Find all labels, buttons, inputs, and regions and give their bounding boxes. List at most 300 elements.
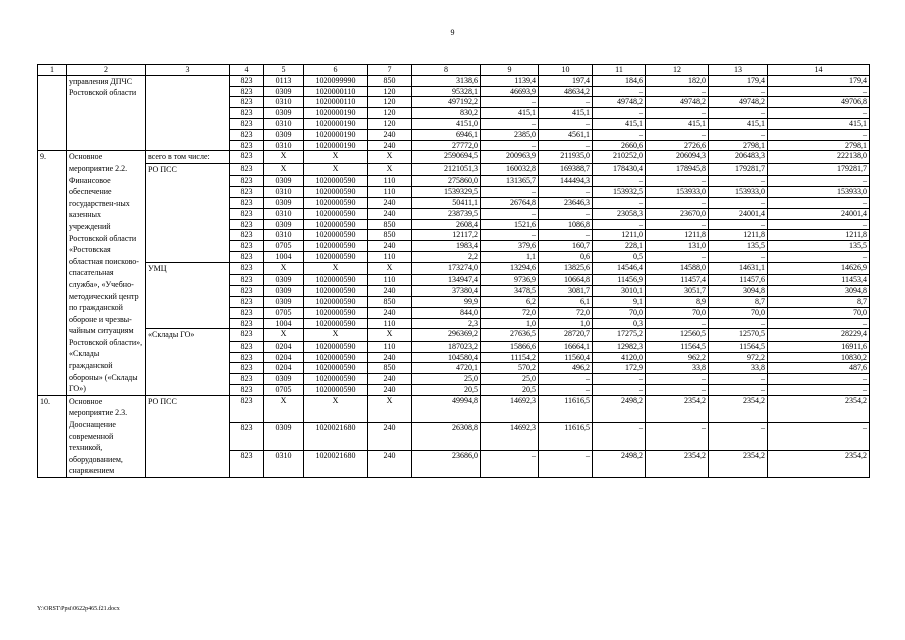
table-cell: 0309 <box>264 296 304 307</box>
table-cell: 823 <box>230 176 264 187</box>
table-cell: 20,5 <box>481 385 539 396</box>
table-cell: Х <box>304 329 368 342</box>
table-cell: 1020000590 <box>304 241 368 252</box>
table-cell: 240 <box>368 450 412 477</box>
table-cell: 0204 <box>264 363 304 374</box>
table-cell: 70,0 <box>646 307 709 318</box>
table-cell: 3478,5 <box>481 286 539 297</box>
table-cell: 4151,0 <box>412 118 481 129</box>
table-cell: – <box>709 176 768 187</box>
table-cell: – <box>709 86 768 97</box>
table-cell: 823 <box>230 329 264 342</box>
table-cell: 27772,0 <box>412 140 481 151</box>
table-cell: Х <box>304 163 368 176</box>
table-cell: 26764,8 <box>481 198 539 209</box>
table-cell: 187023,2 <box>412 341 481 352</box>
table-row <box>38 163 870 176</box>
table-cell: 1139,4 <box>481 75 539 86</box>
table-cell: 153933,0 <box>646 187 709 198</box>
table-cell: 11564,5 <box>709 341 768 352</box>
table-cell: 120 <box>368 86 412 97</box>
table-cell: 823 <box>230 450 264 477</box>
table-cell: 49748,2 <box>593 97 646 108</box>
table-cell: 1020000110 <box>304 86 368 97</box>
table-cell: – <box>768 385 870 396</box>
table-cell: 1,1 <box>481 252 539 263</box>
table-cell: 823 <box>230 318 264 329</box>
table-cell: 0309 <box>264 374 304 385</box>
table-cell: 1020000590 <box>304 286 368 297</box>
table-cell: 823 <box>230 151 264 164</box>
table-cell: 178430,4 <box>593 163 646 176</box>
table-cell: 1020000190 <box>304 118 368 129</box>
table-cell: 1020000190 <box>304 108 368 119</box>
table-cell: 1020000590 <box>304 230 368 241</box>
table-cell: 110 <box>368 341 412 352</box>
table-cell: 1539329,5 <box>412 187 481 198</box>
table-cell: 415,1 <box>768 118 870 129</box>
header-cell: 7 <box>368 65 412 76</box>
table-cell: 153932,5 <box>593 187 646 198</box>
table-cell: 850 <box>368 75 412 86</box>
table-cell: 0310 <box>264 230 304 241</box>
table-cell: 415,1 <box>646 118 709 129</box>
table-cell: 13294,6 <box>481 262 539 275</box>
table-cell: 1086,8 <box>539 219 593 230</box>
table-cell: 2354,2 <box>768 395 870 422</box>
table-cell: 120 <box>368 118 412 129</box>
row-number: 10. <box>38 395 67 477</box>
table-cell: – <box>646 129 709 140</box>
table-cell: 2608,4 <box>412 219 481 230</box>
table-cell: 179281,7 <box>768 163 870 176</box>
table-cell: 172,9 <box>593 363 646 374</box>
table-cell: 2798,1 <box>709 140 768 151</box>
table-cell: 211935,0 <box>539 151 593 164</box>
table-cell: 12117,2 <box>412 230 481 241</box>
table-cell: 49748,2 <box>646 97 709 108</box>
table-cell: 823 <box>230 219 264 230</box>
table-cell: 182,0 <box>646 75 709 86</box>
header-cell: 13 <box>709 65 768 76</box>
table-row <box>38 329 870 342</box>
table-cell: 415,1 <box>539 108 593 119</box>
table-cell: 1211,0 <box>593 230 646 241</box>
table-cell: 14692,3 <box>481 423 539 450</box>
table-cell: 1020000590 <box>304 374 368 385</box>
table-cell: 1020000590 <box>304 275 368 286</box>
table-cell: 12570,5 <box>709 329 768 342</box>
table-cell: 6946,1 <box>412 129 481 140</box>
table-cell: – <box>539 208 593 219</box>
table-cell: 3094,8 <box>768 286 870 297</box>
table-cell: Х <box>368 163 412 176</box>
table-cell: – <box>593 374 646 385</box>
table-cell: 823 <box>230 307 264 318</box>
table-cell: 23058,3 <box>593 208 646 219</box>
row-number: 9. <box>38 151 67 395</box>
table-cell: Х <box>264 151 304 164</box>
table-cell: 2121051,3 <box>412 163 481 176</box>
table-cell: – <box>768 176 870 187</box>
header-cell: 4 <box>230 65 264 76</box>
table-cell: 8,7 <box>709 296 768 307</box>
table-cell: 153933,0 <box>768 187 870 198</box>
table-cell: 200963,9 <box>481 151 539 164</box>
table-cell: 1020099990 <box>304 75 368 86</box>
table-cell: 49994,8 <box>412 395 481 422</box>
table-cell: – <box>646 423 709 450</box>
table-cell: Х <box>304 151 368 164</box>
table-cell: Х <box>304 395 368 422</box>
table-cell: 1983,4 <box>412 241 481 252</box>
table-cell: 3010,1 <box>593 286 646 297</box>
table-cell: 823 <box>230 275 264 286</box>
header-cell: 11 <box>593 65 646 76</box>
table-cell: 14588,0 <box>646 262 709 275</box>
table-cell: 1020000590 <box>304 187 368 198</box>
table-cell: – <box>481 97 539 108</box>
table-cell: 228,1 <box>593 241 646 252</box>
table-cell: 99,9 <box>412 296 481 307</box>
table-cell: 823 <box>230 97 264 108</box>
table-cell: 120 <box>368 97 412 108</box>
table-cell: 296369,2 <box>412 329 481 342</box>
table-cell: 23686,0 <box>412 450 481 477</box>
table-cell: – <box>481 230 539 241</box>
table-cell: 179281,7 <box>709 163 768 176</box>
table-cell: 1020000590 <box>304 252 368 263</box>
table-cell: 11453,4 <box>768 275 870 286</box>
table-cell: 110 <box>368 176 412 187</box>
table-cell: 10664,8 <box>539 275 593 286</box>
table-cell: 11616,5 <box>539 423 593 450</box>
table-cell: – <box>481 187 539 198</box>
table-cell: 2590694,5 <box>412 151 481 164</box>
table-cell: 0705 <box>264 385 304 396</box>
table-cell: – <box>709 219 768 230</box>
table-cell: 3081,7 <box>539 286 593 297</box>
table-cell: 37380,4 <box>412 286 481 297</box>
table-cell: – <box>646 318 709 329</box>
table-cell: 0,3 <box>593 318 646 329</box>
table-cell: – <box>646 385 709 396</box>
table-cell: 1,0 <box>539 318 593 329</box>
table-cell: 11564,5 <box>646 341 709 352</box>
table-cell: 16911,6 <box>768 341 870 352</box>
table-cell: 1020000190 <box>304 140 368 151</box>
table-cell: – <box>646 374 709 385</box>
table-cell: 0309 <box>264 275 304 286</box>
table-cell: 3051,7 <box>646 286 709 297</box>
table-cell: 0310 <box>264 450 304 477</box>
table-cell: 104580,4 <box>412 352 481 363</box>
table-cell: 1020000590 <box>304 198 368 209</box>
measure-description: Основное мероприятие 2.3. Дооснащение современной техникой, оборудованием, снаряжением <box>67 395 146 477</box>
table-cell: – <box>709 129 768 140</box>
table-cell: – <box>768 374 870 385</box>
table-cell: – <box>768 318 870 329</box>
table-cell: 0309 <box>264 86 304 97</box>
table-cell: – <box>709 374 768 385</box>
table-cell: 823 <box>230 230 264 241</box>
table-cell: – <box>768 129 870 140</box>
table-cell: Х <box>304 262 368 275</box>
table-cell: 1020000590 <box>304 219 368 230</box>
table-cell: 240 <box>368 286 412 297</box>
table-cell: 23646,3 <box>539 198 593 209</box>
table-cell: 823 <box>230 241 264 252</box>
table-cell: 110 <box>368 252 412 263</box>
table-cell: 2498,2 <box>593 395 646 422</box>
table-cell: 23670,0 <box>646 208 709 219</box>
table-cell: 4561,1 <box>539 129 593 140</box>
table-cell: Х <box>264 163 304 176</box>
table-cell: 823 <box>230 262 264 275</box>
table-cell: – <box>646 86 709 97</box>
table-cell: 28229,4 <box>768 329 870 342</box>
table-cell: 134947,4 <box>412 275 481 286</box>
table-cell: 823 <box>230 140 264 151</box>
table-cell: 25,0 <box>412 374 481 385</box>
row-number <box>38 75 67 151</box>
table-cell: 153933,0 <box>709 187 768 198</box>
table-cell: – <box>768 252 870 263</box>
table-cell: 3138,6 <box>412 75 481 86</box>
table-cell: 12982,3 <box>593 341 646 352</box>
table-cell: 240 <box>368 352 412 363</box>
table-cell: – <box>539 140 593 151</box>
measure-description: управления ДПЧС Ростовской области <box>67 75 146 151</box>
table-cell: 1020000590 <box>304 307 368 318</box>
table-cell: – <box>709 252 768 263</box>
table-cell: 1020000110 <box>304 97 368 108</box>
table-cell: 184,6 <box>593 75 646 86</box>
table-cell: 0,6 <box>539 252 593 263</box>
table-cell: 0,5 <box>593 252 646 263</box>
table-row <box>38 75 870 86</box>
table-cell: 11457,4 <box>646 275 709 286</box>
table-cell: Х <box>264 329 304 342</box>
table-cell: 17275,2 <box>593 329 646 342</box>
table-cell: 0705 <box>264 307 304 318</box>
table-cell: 0309 <box>264 286 304 297</box>
table-cell: 0310 <box>264 140 304 151</box>
table-cell: – <box>646 198 709 209</box>
table-cell: 8,9 <box>646 296 709 307</box>
table-cell: 1020021680 <box>304 423 368 450</box>
budget-table <box>37 64 870 478</box>
table-cell: 2,3 <box>412 318 481 329</box>
table-cell: – <box>646 108 709 119</box>
table-cell: 415,1 <box>593 118 646 129</box>
executor-label: РО ПСС <box>146 163 230 262</box>
table-cell: 12560,5 <box>646 329 709 342</box>
table-cell: 844,0 <box>412 307 481 318</box>
table-cell: 240 <box>368 307 412 318</box>
table-cell: 11154,2 <box>481 352 539 363</box>
table-cell: 72,0 <box>539 307 593 318</box>
table-cell: 238739,5 <box>412 208 481 219</box>
table-cell: 240 <box>368 208 412 219</box>
table-cell: 9736,9 <box>481 275 539 286</box>
table-cell: 1211,8 <box>768 230 870 241</box>
table-cell: 11560,4 <box>539 352 593 363</box>
table-cell: 487,6 <box>768 363 870 374</box>
table-cell: 1020000590 <box>304 176 368 187</box>
table-cell: 169388,7 <box>539 163 593 176</box>
header-cell: 6 <box>304 65 368 76</box>
table-cell: 823 <box>230 198 264 209</box>
executor-label: всего в том числе: <box>146 151 230 164</box>
table-cell: – <box>481 450 539 477</box>
table-cell: 0310 <box>264 208 304 219</box>
table-cell: – <box>539 97 593 108</box>
table-cell: 33,8 <box>709 363 768 374</box>
table-cell: 2354,2 <box>768 450 870 477</box>
table-cell: 1020000590 <box>304 296 368 307</box>
table-cell: 0309 <box>264 423 304 450</box>
table-cell: 823 <box>230 341 264 352</box>
table-cell: 13825,6 <box>539 262 593 275</box>
table-cell: 823 <box>230 252 264 263</box>
table-cell: – <box>646 219 709 230</box>
table-cell: 48634,2 <box>539 86 593 97</box>
table-cell: Х <box>368 329 412 342</box>
table-cell: 830,2 <box>412 108 481 119</box>
table-cell: 0705 <box>264 241 304 252</box>
executor-label: РО ПСС <box>146 395 230 477</box>
table-cell: 14692,3 <box>481 395 539 422</box>
table-cell: 275860,0 <box>412 176 481 187</box>
table-cell: 823 <box>230 385 264 396</box>
table-cell: Х <box>368 151 412 164</box>
table-cell: 1020000190 <box>304 129 368 140</box>
table-cell: 240 <box>368 198 412 209</box>
header-cell: 14 <box>768 65 870 76</box>
table-cell: 160,7 <box>539 241 593 252</box>
table-cell: 2726,6 <box>646 140 709 151</box>
table-cell: 570,2 <box>481 363 539 374</box>
table-cell: 823 <box>230 86 264 97</box>
table-cell: 0310 <box>264 118 304 129</box>
table-cell: 823 <box>230 363 264 374</box>
table-cell: 2354,2 <box>709 450 768 477</box>
table-cell: 0309 <box>264 108 304 119</box>
table-cell: 823 <box>230 118 264 129</box>
table-cell: – <box>593 86 646 97</box>
table-cell: – <box>709 423 768 450</box>
table-cell: 160032,8 <box>481 163 539 176</box>
table-cell: 850 <box>368 230 412 241</box>
table-cell: 95328,1 <box>412 86 481 97</box>
header-cell: 3 <box>146 65 230 76</box>
table-cell: – <box>709 198 768 209</box>
table-cell: 823 <box>230 352 264 363</box>
table-cell: 70,0 <box>768 307 870 318</box>
table-cell: 379,6 <box>481 241 539 252</box>
table-cell: 497192,2 <box>412 97 481 108</box>
table-cell: 823 <box>230 374 264 385</box>
table-row <box>38 262 870 275</box>
table-cell: 72,0 <box>481 307 539 318</box>
table-cell: 2354,2 <box>646 450 709 477</box>
table-cell: 0309 <box>264 176 304 187</box>
table-cell: 11456,9 <box>593 275 646 286</box>
table-cell: – <box>709 108 768 119</box>
table-cell: 823 <box>230 296 264 307</box>
table-cell: 9,1 <box>593 296 646 307</box>
table-cell: 11616,5 <box>539 395 593 422</box>
table-cell: 0309 <box>264 198 304 209</box>
table-cell: 0309 <box>264 219 304 230</box>
table-cell: 131365,7 <box>481 176 539 187</box>
table-cell: 4720,1 <box>412 363 481 374</box>
page-number: 9 <box>450 28 455 37</box>
table-cell: – <box>646 176 709 187</box>
table-cell: 2660,6 <box>593 140 646 151</box>
table-cell: 135,5 <box>709 241 768 252</box>
table-cell: 144494,3 <box>539 176 593 187</box>
table-cell: 20,5 <box>412 385 481 396</box>
table-cell: – <box>539 385 593 396</box>
table-cell: 415,1 <box>709 118 768 129</box>
table-cell: – <box>709 385 768 396</box>
table-cell: Х <box>368 262 412 275</box>
table-cell: 206483,3 <box>709 151 768 164</box>
table-cell: 850 <box>368 219 412 230</box>
table-cell: 8,7 <box>768 296 870 307</box>
table-cell: 240 <box>368 129 412 140</box>
table-cell: – <box>768 423 870 450</box>
table-cell: 823 <box>230 75 264 86</box>
table-cell: 1004 <box>264 318 304 329</box>
table-row <box>38 151 870 164</box>
table-cell: 28720,7 <box>539 329 593 342</box>
table-cell: 25,0 <box>481 374 539 385</box>
table-cell: – <box>768 219 870 230</box>
table-cell: 2354,2 <box>709 395 768 422</box>
table-cell: 14546,4 <box>593 262 646 275</box>
table-cell: – <box>646 252 709 263</box>
table-cell: 120 <box>368 108 412 119</box>
table-cell: 0310 <box>264 97 304 108</box>
table-cell: 179,4 <box>709 75 768 86</box>
table-cell: 496,2 <box>539 363 593 374</box>
table-cell: Х <box>368 395 412 422</box>
table-cell: 823 <box>230 423 264 450</box>
table-cell: – <box>593 198 646 209</box>
table-cell: 49706,8 <box>768 97 870 108</box>
table-cell: 823 <box>230 395 264 422</box>
table-cell: 1020000590 <box>304 385 368 396</box>
table-cell: 823 <box>230 286 264 297</box>
table-cell: 1211,8 <box>646 230 709 241</box>
table-cell: – <box>768 198 870 209</box>
table-cell: 6,2 <box>481 296 539 307</box>
table-cell: 850 <box>368 363 412 374</box>
table-cell: 0113 <box>264 75 304 86</box>
table-cell: 70,0 <box>593 307 646 318</box>
table-cell: 110 <box>368 187 412 198</box>
table-cell: – <box>709 318 768 329</box>
table-cell: 850 <box>368 296 412 307</box>
header-cell: 5 <box>264 65 304 76</box>
table-cell: 0310 <box>264 187 304 198</box>
table-cell: Х <box>264 395 304 422</box>
table-cell: 197,4 <box>539 75 593 86</box>
table-cell: – <box>593 129 646 140</box>
